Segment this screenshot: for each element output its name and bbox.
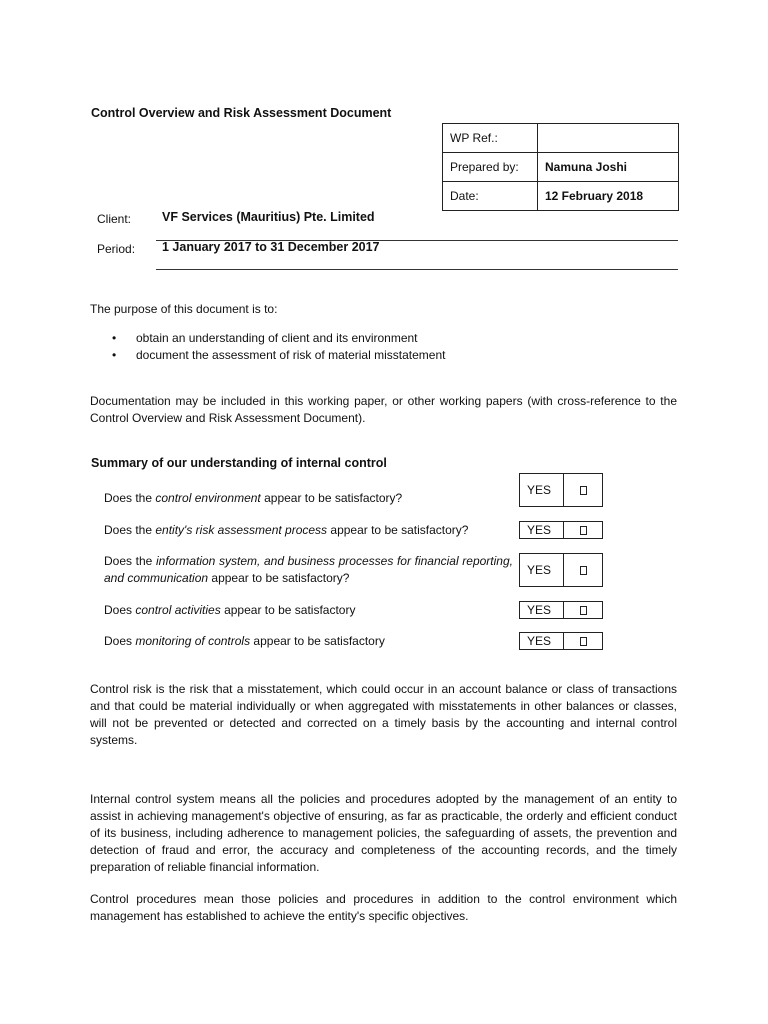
purpose-list [90, 330, 445, 364]
question-control-environment [104, 490, 513, 507]
answer-yes-label: YES [520, 474, 564, 506]
list-item [90, 330, 445, 347]
period-label: Period: [97, 242, 136, 256]
question-prefix: Does [104, 603, 136, 617]
summary-heading: Summary of our understanding of internal control [91, 456, 387, 470]
answer-yes-label: YES [520, 602, 564, 618]
question-suffix: appear to be satisfactory? [208, 571, 350, 585]
question-prefix: Does the [104, 491, 156, 505]
answer-yes-label: YES [520, 522, 564, 538]
wp-ref-label: WP Ref.: [443, 124, 538, 153]
wp-ref-value [538, 124, 679, 153]
client-label: Client: [97, 212, 132, 226]
question-risk-assessment [104, 522, 513, 539]
question-emphasis: control activities [135, 603, 221, 617]
period-underline [156, 269, 678, 270]
question-prefix: Does the [104, 554, 156, 568]
period-value: 1 January 2017 to 31 December 2017 [162, 240, 380, 254]
answer-control-activities [519, 601, 603, 619]
purpose-item-text: document the assessment of risk of material misstatement [136, 348, 446, 362]
question-prefix: Does the [104, 523, 156, 537]
checkbox-icon [580, 486, 587, 495]
answer-yes-label: YES [520, 633, 564, 649]
answer-checkbox[interactable] [564, 633, 602, 649]
client-value: VF Services (Mauritius) Pte. Limited [162, 210, 375, 224]
question-emphasis: entity's risk assessment process [155, 523, 328, 537]
prepared-by-row [443, 153, 679, 182]
document-title: Control Overview and Risk Assessment Document [91, 106, 392, 120]
bullet-icon: • [112, 348, 117, 362]
control-risk-paragraph: Control risk is the risk that a misstatement, which could occur in an account balance or class of transactions and that could be material individually or when aggregated with misstatements in other balances or classes, will not be prevented or detected and corrected on a timely basis by the accounting and internal control systems. [90, 682, 677, 747]
question-emphasis: monitoring of controls [135, 634, 251, 648]
answer-checkbox[interactable] [564, 602, 602, 618]
answer-risk-assessment [519, 521, 603, 539]
control-procedures-paragraph: Control procedures mean those policies and procedures in addition to the control environment which management has established to achieve the entity's specific objectives. [90, 892, 677, 923]
wp-ref-row [443, 124, 679, 153]
wp-reference-table [442, 123, 679, 211]
question-information-system [104, 553, 513, 587]
answer-information-system [519, 553, 603, 587]
answer-control-environment [519, 473, 603, 507]
checkbox-icon [580, 606, 587, 615]
purpose-intro: The purpose of this document is to: [90, 302, 278, 316]
answer-checkbox[interactable] [564, 522, 602, 538]
question-suffix: appear to be satisfactory? [260, 491, 403, 505]
question-suffix: appear to be satisfactory [250, 634, 385, 648]
date-label: Date: [443, 182, 538, 211]
question-emphasis: control environment [155, 491, 261, 505]
question-suffix: appear to be satisfactory? [327, 523, 469, 537]
documentation-note: Documentation may be included in this working paper, or other working papers (with cross-reference to the Control Overview and Risk Assessment Document). [90, 394, 677, 425]
bullet-icon: • [112, 331, 117, 345]
question-monitoring [104, 633, 513, 650]
internal-control-system-paragraph: Internal control system means all the policies and procedures adopted by the management of an entity to assist in achieving management's objective of ensuring, as far as practicable, the orderly and efficient conduct of its business, including adherence to management policies, the safeguarding of assets, the prevention and detection of fraud and error, the accuracy and completeness of the accounting records, and the timely preparation of reliable financial information. [90, 792, 677, 874]
question-prefix: Does [104, 634, 136, 648]
question-control-activities [104, 602, 513, 619]
date-row [443, 182, 679, 211]
list-item [90, 347, 445, 364]
checkbox-icon [580, 526, 587, 535]
question-emphasis: information system, and business processes for financial reporting, and communication [104, 554, 513, 585]
checkbox-icon [580, 566, 587, 575]
date-value: 12 February 2018 [538, 182, 679, 211]
answer-checkbox[interactable] [564, 474, 602, 506]
prepared-by-value: Namuna Joshi [538, 153, 679, 182]
question-suffix: appear to be satisfactory [220, 603, 356, 617]
purpose-item-text: obtain an understanding of client and its environment [136, 331, 418, 345]
answer-monitoring [519, 632, 603, 650]
answer-yes-label: YES [520, 554, 564, 586]
answer-checkbox[interactable] [564, 554, 602, 586]
checkbox-icon [580, 637, 587, 646]
prepared-by-label: Prepared by: [443, 153, 538, 182]
